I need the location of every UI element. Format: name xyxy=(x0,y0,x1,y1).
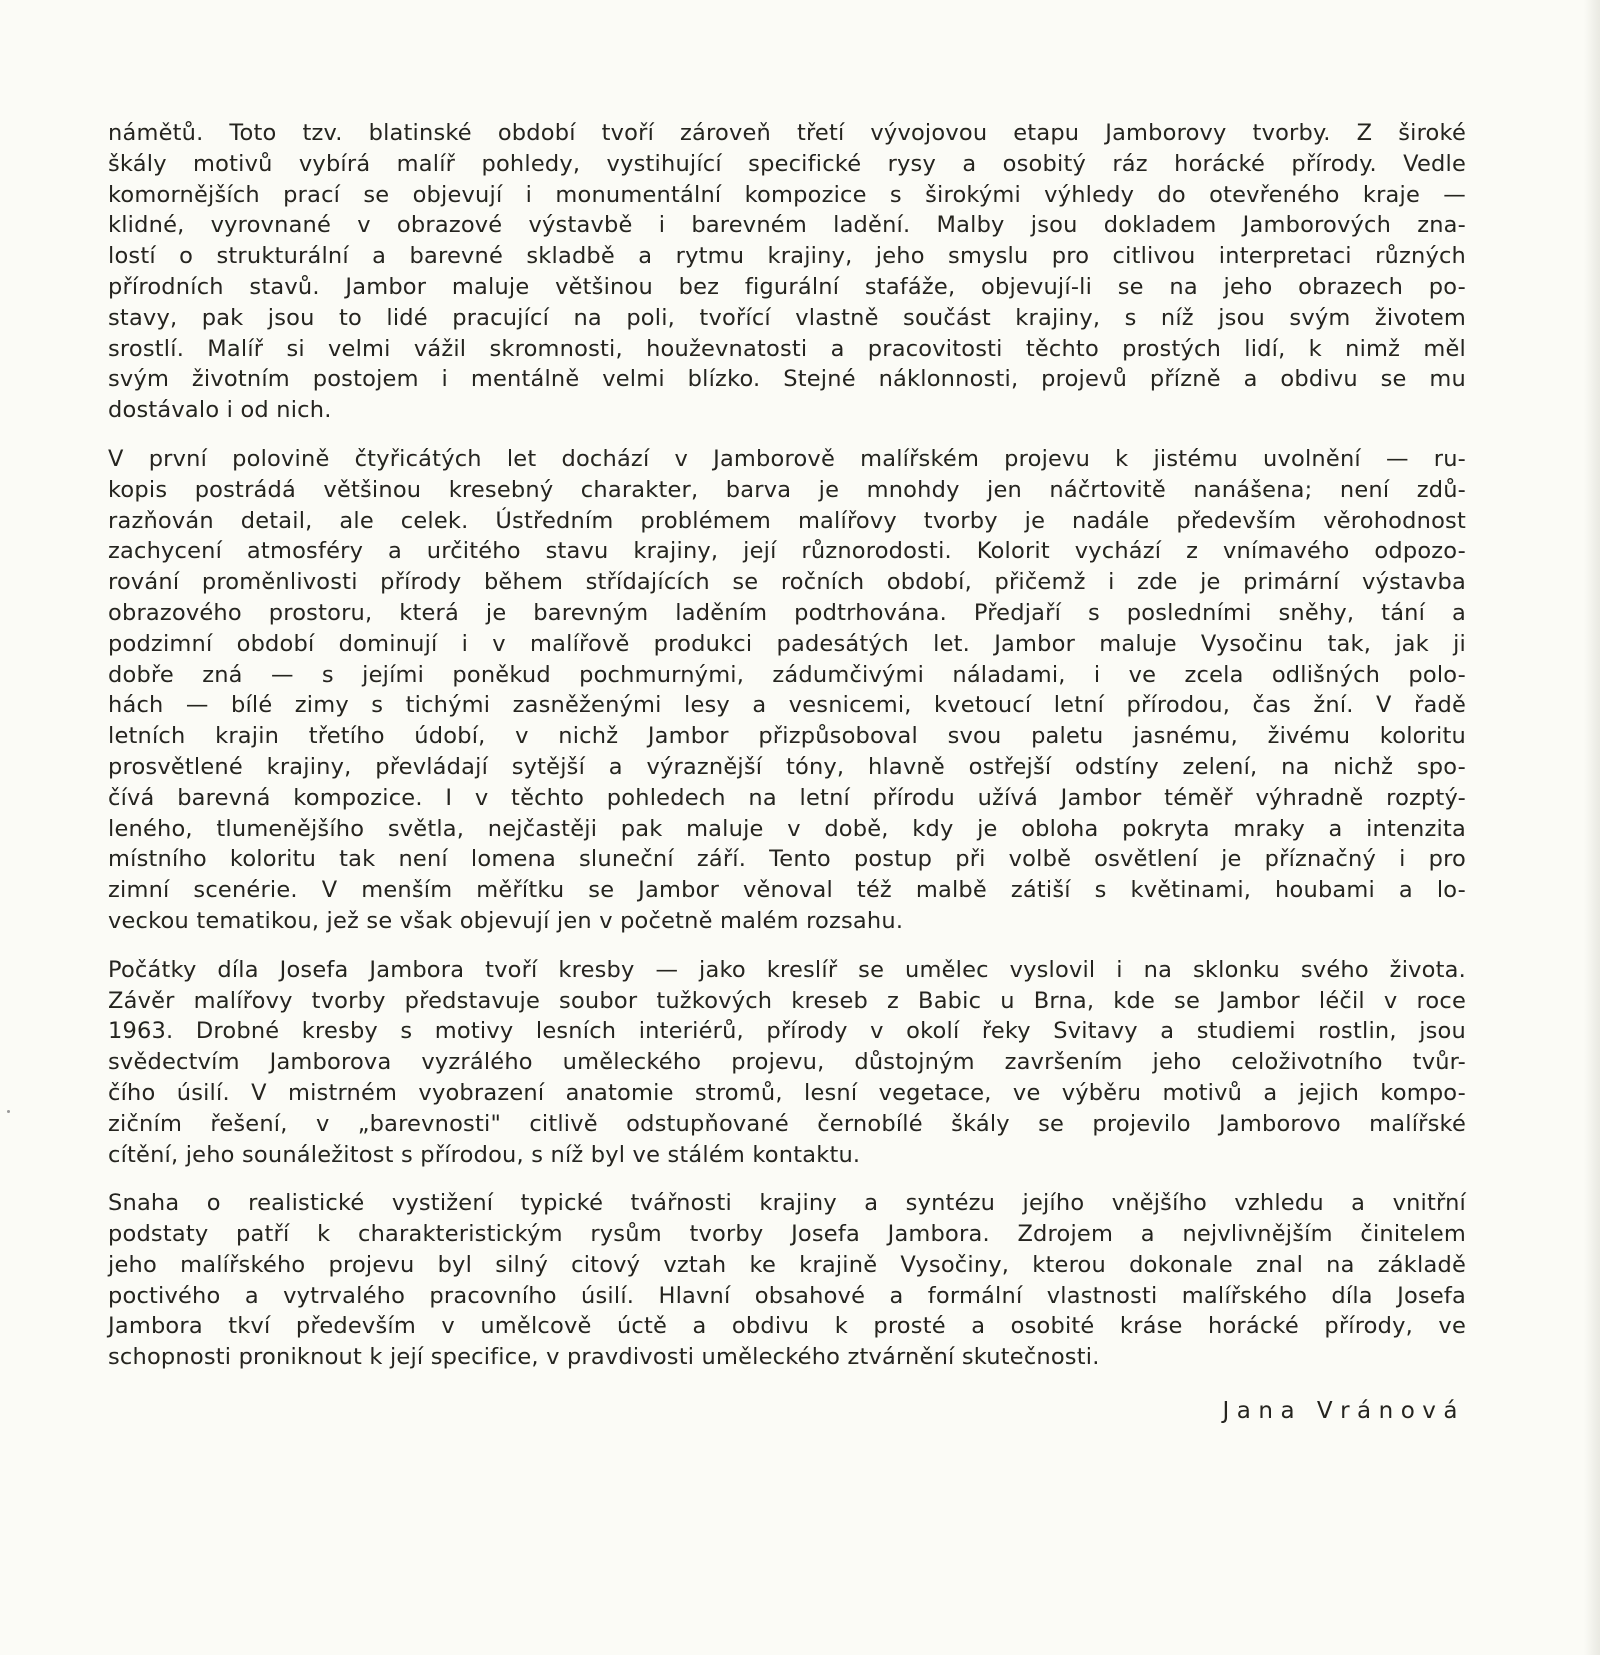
text-line: hách — bílé zimy s tichými zasněženými lesy a vesnicemi, kvetoucí letní přírodou, čas žní. V řadě xyxy=(108,692,1466,719)
article-body xyxy=(108,118,1466,1391)
text-line: přírodních stavů. Jambor maluje většinou bez figurální stafáže, objevují-li se na jeho obrazech po- xyxy=(108,273,1466,300)
text-line: rování proměnlivosti přírody během střídajících se ročních období, přičemž i zde je primární výstavba xyxy=(108,569,1466,596)
paragraph-3 xyxy=(108,955,1466,1171)
text-line: Počátky díla Josefa Jambora tvoří kresby — jako kreslíř se umělec vyslovil i na sklonku svého života. xyxy=(108,956,1466,983)
text-line: cítění, jeho sounáležitost s přírodou, s níž byl ve stálém kontaktu. xyxy=(108,1141,861,1168)
paragraph-4 xyxy=(108,1188,1466,1373)
text-line: místního koloritu tak není lomena sluneční září. Tento postup při volbě osvětlení je příznačný i pro xyxy=(108,846,1466,873)
text-line: klidné, vyrovnané v obrazové výstavbě i barevném ladění. Malby jsou dokladem Jamborových zna- xyxy=(108,212,1466,239)
text-line: veckou tematikou, jež se však objevují jen v početně malém rozsahu. xyxy=(108,907,904,934)
text-line: 1963. Drobné kresby s motivy lesních interiérů, přírody v okolí řeky Svitavy a studiemi rostlin, jsou xyxy=(108,1018,1466,1045)
text-line: podzimní období dominují i v malířově produkci padesátých let. Jambor maluje Vysočinu tak, jak ji xyxy=(108,630,1466,657)
text-line: letních krajin třetího údobí, v nichž Jambor přizpůsoboval svou paletu jasnému, živému koloritu xyxy=(108,723,1466,750)
text-line: razňován detail, ale celek. Ústředním problémem malířovy tvorby je nadále především věrohodnost xyxy=(108,507,1466,534)
text-line: škály motivů vybírá malíř pohledy, vystihující specifické rysy a osobitý ráz horácké přírody. Vedle xyxy=(108,150,1466,177)
text-line: Snaha o realistické vystižení typické tvářnosti krajiny a syntézu jejího vnějšího vzhledu a vnitřní xyxy=(108,1190,1466,1217)
text-line: srostlí. Malíř si velmi vážil skromnosti, houževnatosti a pracovitosti těchto prostých lidí, k nimž měl xyxy=(108,335,1466,362)
text-line: obrazového prostoru, která je barevným laděním podtrhována. Předjaří s posledními sněhy, tání a xyxy=(108,599,1466,626)
text-line: námětů. Toto tzv. blatinské období tvoří zároveň třetí vývojovou etapu Jamborovy tvorby. Z široké xyxy=(108,120,1466,146)
page-edge-shadow xyxy=(1584,0,1600,1655)
text-line: kopis postrádá většinou kresebný charakter, barva je mnohdy jen náčrtovitě nanášena; není zdů- xyxy=(108,476,1466,503)
text-line: lostí o strukturální a barevné skladbě a rytmu krajiny, jeho smyslu pro citlivou interpretaci různých xyxy=(108,243,1466,270)
text-line: V první polovině čtyřicátých let dochází v Jamborově malířském projevu k jistému uvolnění — ru- xyxy=(108,445,1466,472)
text-line: dobře zná — s jejími poněkud pochmurnými, zádumčivými náladami, i ve zcela odlišných polo- xyxy=(108,661,1466,688)
text-line: zachycení atmosféry a určitého stavu krajiny, její různorodosti. Kolorit vychází z vnímavého odpozo- xyxy=(108,538,1466,565)
text-line: svědectvím Jamborova vyzrálého uměleckého projevu, důstojným završením jeho celoživotního tvůr- xyxy=(108,1049,1466,1076)
author-signature: Jana Vránová xyxy=(1222,1398,1465,1424)
text-line: Jambora tkví především v umělcově úctě a obdivu k prosté a osobité kráse horácké přírody, ve xyxy=(108,1313,1466,1340)
text-line: schopnosti proniknout k její specifice, v pravdivosti uměleckého ztvárnění skutečnosti. xyxy=(108,1344,1100,1371)
text-line: zimní scenérie. V menším měřítku se Jambor věnoval též malbě zátiší s květinami, houbami a lo- xyxy=(108,877,1466,904)
text-line: čího úsilí. V mistrném vyobrazení anatomie stromů, lesní vegetace, ve výběru motivů a jejich kompo- xyxy=(108,1079,1466,1106)
text-line: svým životním postojem i mentálně velmi blízko. Stejné náklonnosti, projevů přízně a obdivu se mu xyxy=(108,366,1466,393)
paper-speck xyxy=(7,1110,10,1113)
text-line: podstaty patří k charakteristickým rysům tvorby Josefa Jambora. Zdrojem a nejvlivnějším činitelem xyxy=(108,1221,1466,1248)
paragraph-1 xyxy=(108,118,1466,426)
text-line: leného, tlumenějšího světla, nejčastěji pak maluje v době, kdy je obloha pokryta mraky a intenzita xyxy=(108,815,1466,842)
text-line: prosvětlené krajiny, převládají sytější a výraznější tóny, hlavně ostřejší odstíny zelení, na nichž spo- xyxy=(108,753,1466,780)
text-line: stavy, pak jsou to lidé pracující na poli, tvořící vlastně součást krajiny, s níž jsou svým životem xyxy=(108,304,1466,331)
paragraph-2 xyxy=(108,444,1466,937)
text-line: čívá barevná kompozice. I v těchto pohledech na letní přírodu užívá Jambor téměř výhradně rozptý- xyxy=(108,784,1466,811)
text-line: Závěr malířovy tvorby představuje soubor tužkových kreseb z Babic u Brna, kde se Jambor léčil v roce xyxy=(108,987,1466,1014)
text-line: dostávalo i od nich. xyxy=(108,397,332,424)
text-line: poctivého a vytrvalého pracovního úsilí. Hlavní obsahové a formální vlastnosti malířského díla Josefa xyxy=(108,1282,1466,1309)
text-line: komornějších prací se objevují i monumentální kompozice s širokými výhledy do otevřeného kraje — xyxy=(108,181,1466,208)
text-line: zičním řešení, v „barevnosti" citlivě odstupňované černobílé škály se projevilo Jamborovo malířské xyxy=(108,1110,1466,1137)
text-line: jeho malířského projevu byl silný citový vztah ke krajině Vysočiny, kterou dokonale znal na základě xyxy=(108,1251,1466,1278)
